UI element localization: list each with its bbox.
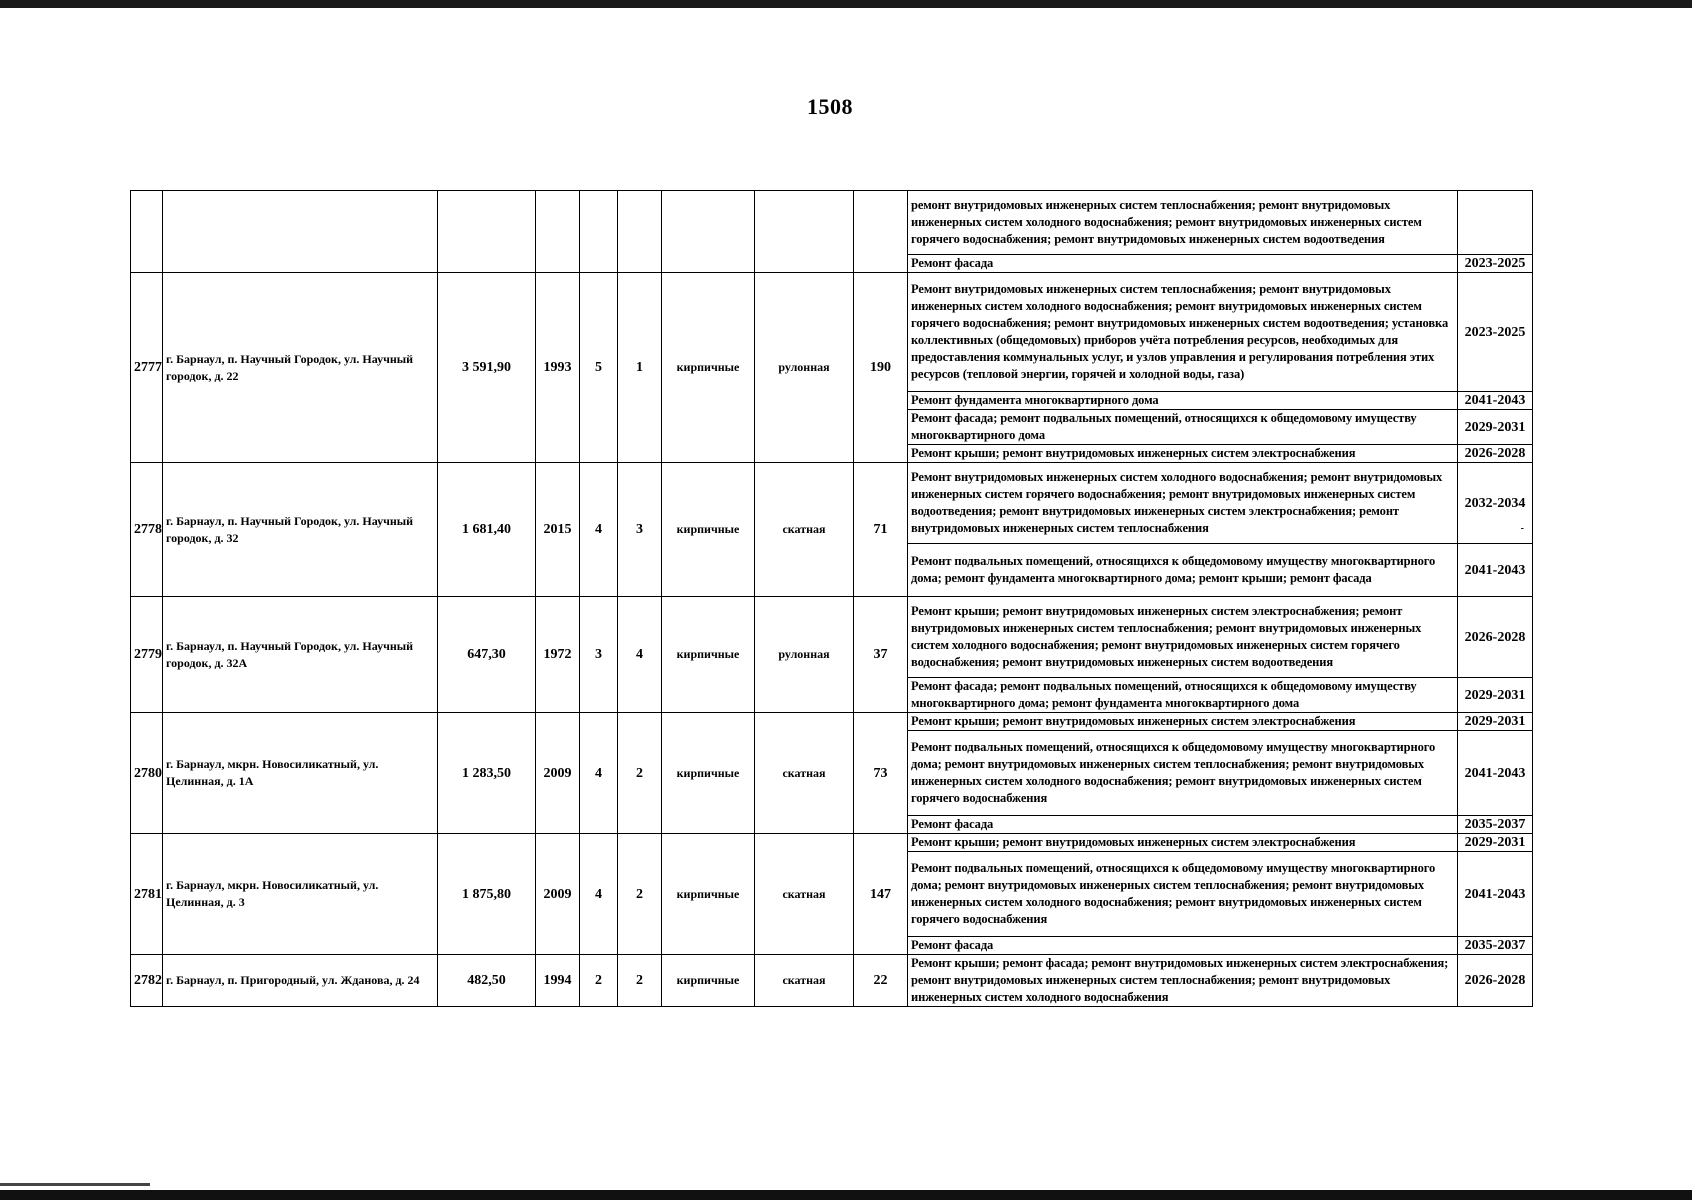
- repair-work-description: Ремонт фасада; ремонт подвальных помещений, относящихся к общедомовому имуществу многоквартирного дома: [908, 410, 1458, 445]
- repair-period: [1458, 445, 1533, 463]
- repair-work-description: Ремонт внутридомовых инженерных систем теплоснабжения; ремонт внутридомовых инженерных систем холодного водоснабжения; ремонт внутридомовых инженерных систем горячего водоснабжения; ремонт внутридомовых инженерных систем водоотведения; установка коллективных (общедомовых) приборов учёта потребления ресурсов, необходимых для предоставления коммунальных услуг, и узлов управления и регулирования потребления этих ресурсов (тепловой энергии, горячей и холодной воды, газа): [908, 273, 1458, 392]
- floor-count: 2: [580, 955, 618, 1007]
- entrance-count: 4: [618, 597, 662, 713]
- period-mark: -: [1520, 523, 1524, 534]
- house-address: [163, 191, 438, 273]
- repair-period: [1458, 597, 1533, 678]
- repair-period: [1458, 852, 1533, 937]
- repair-period: [1458, 410, 1533, 445]
- house-area: 3 591,90: [438, 273, 536, 463]
- table-row: [131, 597, 1533, 678]
- repair-work-description: Ремонт крыши; ремонт внутридомовых инженерных систем электроснабжения; ремонт внутридомовых инженерных систем теплоснабжения; ремонт внутридомовых инженерных систем холодного водоснабжения; ремонт внутридомовых инженерных систем горячего водоснабжения; ремонт внутридомовых инженерных систем водоотведения: [908, 597, 1458, 678]
- repair-period: [1458, 713, 1533, 731]
- repair-period: [1458, 392, 1533, 410]
- house-address: г. Барнаул, п. Научный Городок, ул. Научный городок, д. 22: [163, 273, 438, 463]
- resident-count: 22: [854, 955, 908, 1007]
- roof-type: скатная: [755, 463, 854, 597]
- house-area: [438, 191, 536, 273]
- resident-count: [854, 191, 908, 273]
- repair-work-description: Ремонт фасада: [908, 937, 1458, 955]
- repair-period-value: 2041-2043: [1464, 562, 1526, 578]
- repair-period: [1458, 255, 1533, 273]
- repair-work-description: Ремонт фундамента многоквартирного дома: [908, 392, 1458, 410]
- house-address: г. Барнаул, п. Пригородный, ул. Жданова, д. 24: [163, 955, 438, 1007]
- floor-count: [580, 191, 618, 273]
- roof-type: скатная: [755, 834, 854, 955]
- repair-work-description: Ремонт внутридомовых инженерных систем холодного водоснабжения; ремонт внутридомовых инженерных систем горячего водоснабжения; ремонт внутридомовых инженерных систем водоотведения; ремонт внутридомовых инженерных систем электроснабжения; ремонт внутридомовых инженерных систем теплоснабжения: [908, 463, 1458, 544]
- resident-count: 73: [854, 713, 908, 834]
- repair-period-value: 2026-2028: [1464, 446, 1526, 461]
- house-area: 647,30: [438, 597, 536, 713]
- floor-count: 5: [580, 273, 618, 463]
- house-address: г. Барнаул, п. Научный Городок, ул. Научный городок, д. 32А: [163, 597, 438, 713]
- repair-period-value: 2029-2031: [1464, 687, 1526, 703]
- page-number: 1508: [807, 94, 853, 119]
- resident-count: 190: [854, 273, 908, 463]
- repair-period-value: 2041-2043: [1464, 765, 1526, 781]
- repair-work-description: Ремонт крыши; ремонт внутридомовых инженерных систем электроснабжения: [908, 834, 1458, 852]
- repair-period-value: 2029-2031: [1464, 835, 1526, 850]
- house-number: 2778: [131, 463, 163, 597]
- wall-material: кирпичные: [662, 955, 755, 1007]
- floor-count: 4: [580, 713, 618, 834]
- repair-period-value: 2035-2037: [1464, 817, 1526, 832]
- repair-period-value: 2041-2043: [1464, 886, 1526, 902]
- repair-period-value: 2032-2034: [1464, 495, 1526, 511]
- entrance-count: 1: [618, 273, 662, 463]
- entrance-count: 2: [618, 955, 662, 1007]
- repair-work-description: Ремонт подвальных помещений, относящихся к общедомовому имуществу многоквартирного дома; ремонт внутридомовых инженерных систем теплоснабжения; ремонт внутридомовых инженерных систем холодного водоснабжения; ремонт внутридомовых инженерных систем горячего водоснабжения: [908, 731, 1458, 816]
- table-row: [131, 834, 1533, 852]
- resident-count: 71: [854, 463, 908, 597]
- entrance-count: [618, 191, 662, 273]
- house-address: г. Барнаул, мкрн. Новосиликатный, ул. Целинная, д. 3: [163, 834, 438, 955]
- repair-work-description: ремонт внутридомовых инженерных систем теплоснабжения; ремонт внутридомовых инженерных систем холодного водоснабжения; ремонт внутридомовых инженерных систем горячего водоснабжения; ремонт внутридомовых инженерных систем водоотведения: [908, 191, 1458, 255]
- resident-count: 147: [854, 834, 908, 955]
- house-number: 2780: [131, 713, 163, 834]
- table-row: [131, 273, 1533, 392]
- entrance-count: 3: [618, 463, 662, 597]
- roof-type: скатная: [755, 955, 854, 1007]
- wall-material: [662, 191, 755, 273]
- repair-period: [1458, 834, 1533, 852]
- repair-period: [1458, 955, 1533, 1007]
- repair-period: [1458, 816, 1533, 834]
- repair-work-description: Ремонт фасада; ремонт подвальных помещений, относящихся к общедомовому имуществу многоквартирного дома; ремонт фундамента многоквартирного дома: [908, 678, 1458, 713]
- construction-year: 1972: [536, 597, 580, 713]
- house-number: 2777: [131, 273, 163, 463]
- repair-period-value: 2023-2025: [1464, 256, 1526, 271]
- house-address: г. Барнаул, п. Научный Городок, ул. Научный городок, д. 32: [163, 463, 438, 597]
- wall-material: кирпичные: [662, 463, 755, 597]
- roof-type: скатная: [755, 713, 854, 834]
- wall-material: кирпичные: [662, 273, 755, 463]
- repair-period-value: 2023-2025: [1464, 324, 1526, 340]
- repair-work-description: Ремонт крыши; ремонт фасада; ремонт внутридомовых инженерных систем электроснабжения; ремонт внутридомовых инженерных систем теплоснабжения; ремонт внутридомовых инженерных систем холодного водоснабжения: [908, 955, 1458, 1007]
- resident-count: 37: [854, 597, 908, 713]
- repair-period-value: 2035-2037: [1464, 938, 1526, 953]
- roof-type: рулонная: [755, 597, 854, 713]
- floor-count: 4: [580, 834, 618, 955]
- repair-work-description: Ремонт крыши; ремонт внутридомовых инженерных систем электроснабжения: [908, 445, 1458, 463]
- house-address: г. Барнаул, мкрн. Новосиликатный, ул. Целинная, д. 1А: [163, 713, 438, 834]
- floor-count: 3: [580, 597, 618, 713]
- construction-year: 2015: [536, 463, 580, 597]
- wall-material: кирпичные: [662, 713, 755, 834]
- repair-period: [1458, 191, 1533, 255]
- repair-work-description: Ремонт подвальных помещений, относящихся к общедомовому имуществу многоквартирного дома; ремонт фундамента многоквартирного дома; ремонт крыши; ремонт фасада: [908, 544, 1458, 597]
- repair-period-value: 2041-2043: [1464, 393, 1526, 408]
- house-area: 1 681,40: [438, 463, 536, 597]
- repair-period: [1458, 731, 1533, 816]
- roof-type: рулонная: [755, 273, 854, 463]
- construction-year: [536, 191, 580, 273]
- house-area: 482,50: [438, 955, 536, 1007]
- repair-work-description: Ремонт крыши; ремонт внутридомовых инженерных систем электроснабжения: [908, 713, 1458, 731]
- repair-work-description: Ремонт фасада: [908, 816, 1458, 834]
- table-row: [131, 955, 1533, 1007]
- repair-period-value: 2029-2031: [1464, 419, 1526, 435]
- repair-period: [1458, 273, 1533, 392]
- repair-work-description: Ремонт фасада: [908, 255, 1458, 273]
- scan-edge-top: [0, 0, 1692, 8]
- repair-period-value: 2026-2028: [1464, 973, 1526, 988]
- entrance-count: 2: [618, 834, 662, 955]
- repair-period: [1458, 463, 1533, 544]
- table-row: [131, 713, 1533, 731]
- scan-edge-bottom-left: [0, 1183, 150, 1186]
- repair-period: [1458, 678, 1533, 713]
- construction-year: 2009: [536, 713, 580, 834]
- house-area: 1 283,50: [438, 713, 536, 834]
- wall-material: кирпичные: [662, 597, 755, 713]
- construction-year: 1994: [536, 955, 580, 1007]
- floor-count: 4: [580, 463, 618, 597]
- table-row: [131, 463, 1533, 544]
- repair-period: [1458, 937, 1533, 955]
- table-body: [131, 191, 1533, 1007]
- house-number: [131, 191, 163, 273]
- wall-material: кирпичные: [662, 834, 755, 955]
- construction-year: 2009: [536, 834, 580, 955]
- repair-period-value: 2029-2031: [1464, 714, 1526, 729]
- house-number: 2782: [131, 955, 163, 1007]
- construction-year: 1993: [536, 273, 580, 463]
- repair-period-value: 2026-2028: [1464, 629, 1526, 645]
- entrance-count: 2: [618, 713, 662, 834]
- house-number: 2781: [131, 834, 163, 955]
- repair-work-description: Ремонт подвальных помещений, относящихся к общедомовому имуществу многоквартирного дома; ремонт внутридомовых инженерных систем теплоснабжения; ремонт внутридомовых инженерных систем холодного водоснабжения; ремонт внутридомовых инженерных систем горячего водоснабжения: [908, 852, 1458, 937]
- repair-period: [1458, 544, 1533, 597]
- table-row: [131, 191, 1533, 255]
- house-area: 1 875,80: [438, 834, 536, 955]
- roof-type: [755, 191, 854, 273]
- scan-edge-bottom: [0, 1190, 1692, 1200]
- house-number: 2779: [131, 597, 163, 713]
- housing-repair-table: [130, 190, 1533, 1007]
